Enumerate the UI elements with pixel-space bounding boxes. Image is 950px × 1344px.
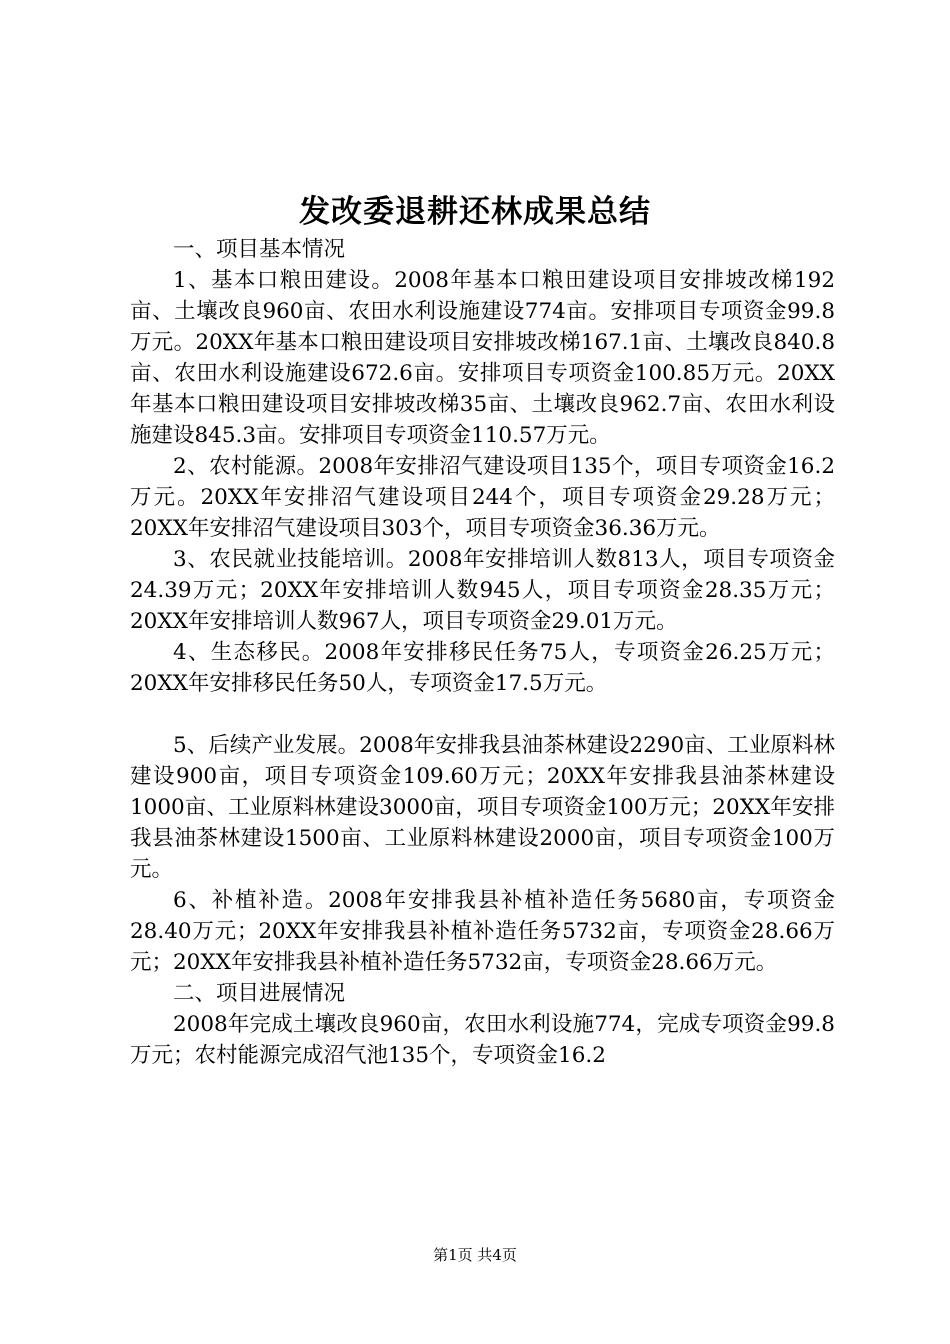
paragraph-replanting: 6、补植补造。2008年安排我县补植补造任务5680亩，专项资金28.40万元；20XX年安排我县补植补造任务5732亩，专项资金28.66万元；20XX年安排我县补植补造任务5732亩，专项资金28.66万元。	[130, 888, 835, 975]
document-body	[130, 234, 835, 1071]
paragraph-grain-field: 1、基本口粮田建设。2008年基本口粮田建设项目安排坡改梯192亩、土壤改良960亩、农田水利设施建设774亩。安排项目专项资金99.8万元。20XX年基本口粮田建设项目安排坡改梯167.1亩、土壤改良840.8亩、农田水利设施建设672.6亩。安排项目专项资金100.85万元。20XX年基本口粮田建设项目安排坡改梯35亩、土壤改良962.7亩、农田水利设施建设845.3亩。安排项目专项资金110.57万元。	[130, 268, 835, 448]
paragraph-spacer	[130, 699, 835, 730]
paragraph-rural-energy: 2、农村能源。2008年安排沼气建设项目135个，项目专项资金16.2万元。20XX年安排沼气建设项目244个，项目专项资金29.28万元；20XX年安排沼气建设项目303个，项目专项资金36.36万元。	[130, 454, 835, 541]
document-title: 发改委退耕还林成果总结	[299, 194, 651, 230]
section-heading-2: 二、项目进展情况	[173, 981, 346, 1006]
section-heading-1: 一、项目基本情况	[173, 237, 346, 262]
paragraph-skills-training: 3、农民就业技能培训。2008年安排培训人数813人，项目专项资金24.39万元；20XX年安排培训人数945人，项目专项资金28.35万元；20XX年安排培训人数967人，项目专项资金29.01万元。	[130, 547, 835, 634]
paragraph-industry-development: 5、后续产业发展。2008年安排我县油茶林建设2290亩、工业原料林建设900亩，项目专项资金109.60万元；20XX年安排我县油茶林建设1000亩、工业原料林建设3000亩，项目专项资金100万元；20XX年安排我县油茶林建设1500亩、工业原料林建设2000亩，项目专项资金100万元。	[130, 733, 835, 882]
paragraph-ecological-migration: 4、生态移民。2008年安排移民任务75人，专项资金26.25万元；20XX年安排移民任务50人，专项资金17.5万元。	[130, 640, 835, 696]
paragraph-progress-2008: 2008年完成土壤改良960亩，农田水利设施774，完成专项资金99.8万元；农村能源完成沼气池135个，专项资金16.2	[130, 1012, 835, 1068]
page-footer: 第1页 共4页	[433, 1246, 517, 1264]
